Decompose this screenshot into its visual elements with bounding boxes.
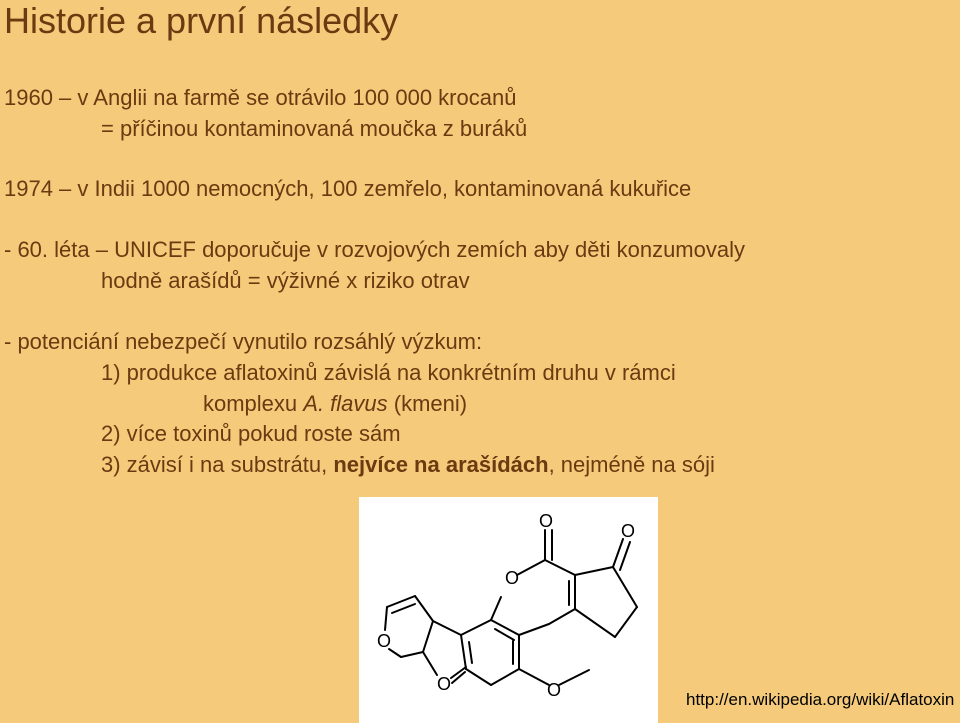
text-line-cause: = příčinou kontaminovaná moučka z buráků (101, 116, 528, 141)
text-line-1974: 1974 – v Indii 1000 nemocných, 100 zemřelo, kontaminovaná kukuřice (4, 176, 692, 201)
oxygen-label-4: O (377, 631, 392, 651)
source-link[interactable]: http://en.wikipedia.org/wiki/Aflatoxin (686, 690, 955, 709)
complex-text: komplexu (203, 391, 304, 416)
text-line-point-1: 1) produkce aflatoxinů závislá na konkrétním druhu v rámci (101, 360, 676, 385)
oxygen-label-5: O (437, 674, 452, 694)
text-line-1960: 1960 – v Anglii na farmě se otrávilo 100 000 krocanů (4, 85, 517, 110)
aflatoxin-structure-diagram (359, 497, 658, 723)
text-line-point-3 (101, 452, 715, 478)
text-line-complex (203, 391, 467, 417)
oxygen-label-6: O (547, 680, 562, 700)
species-name: A. flavus (303, 391, 388, 416)
oxygen-label-1: O (539, 511, 554, 531)
oxygen-label-2: O (621, 521, 636, 541)
slide-title: Historie a první následky (4, 0, 399, 41)
substrate-text: 3) závisí i na substrátu, (101, 452, 334, 477)
strain-text: (kmeni) (387, 391, 468, 416)
text-line-unicef: - 60. léta – UNICEF doporučuje v rozvojových zemích aby děti konzumovaly (4, 237, 745, 262)
aflatoxin-structure-image (359, 497, 658, 723)
soy-text: , nejméně na sóji (548, 452, 715, 477)
oxygen-label-3: O (505, 568, 520, 588)
text-line-research: - potenciání nebezpečí vynutilo rozsáhlý výzkum: (4, 329, 483, 354)
text-line-peanuts: hodně arašídů = výživné x riziko otrav (101, 268, 470, 293)
peanuts-emphasis: nejvíce na arašídách (333, 452, 549, 477)
molecule-bonds (385, 530, 637, 685)
atom-labels (377, 511, 635, 700)
text-line-point-2: 2) více toxinů pokud roste sám (101, 421, 401, 446)
